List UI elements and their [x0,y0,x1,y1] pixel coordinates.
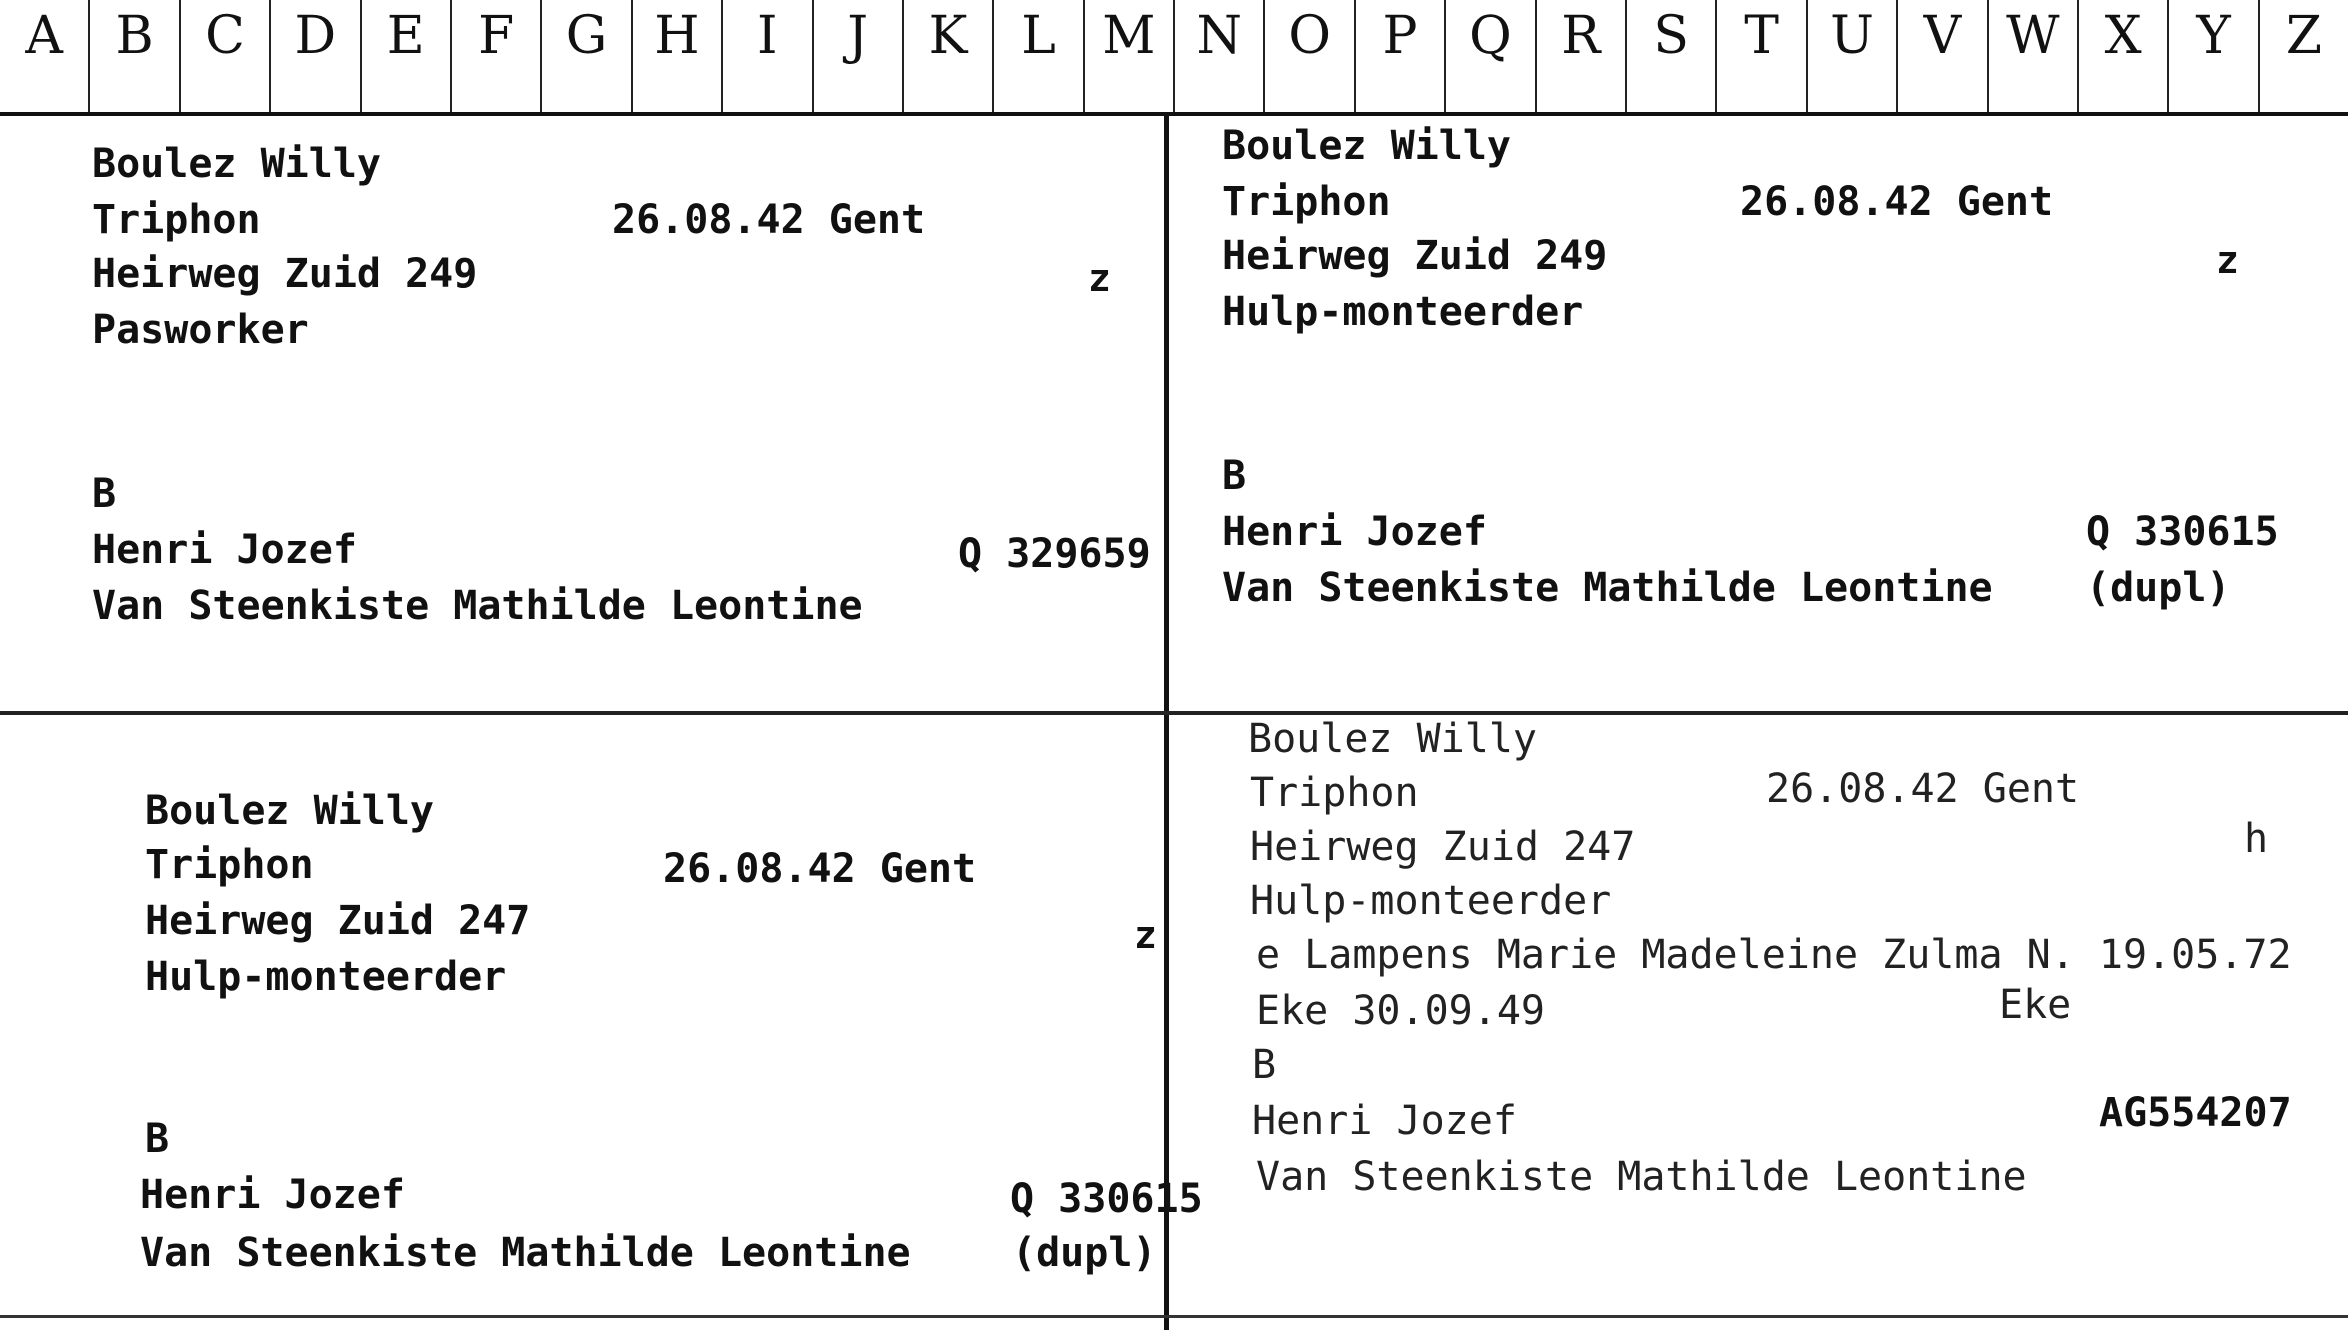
card-mother: Van Steenkiste Mathilde Leontine [92,583,863,629]
alpha-letter: C [181,0,271,112]
alpha-letter: N [1175,0,1265,112]
card-address: Heirweg Zuid 247 [145,898,531,944]
alpha-letter: Y [2169,0,2259,112]
card-given-names: Triphon [1250,770,1419,816]
card-note: (dupl) [1012,1230,1157,1276]
card-birth: 26.08.42 Gent [1766,766,2080,812]
record-card-top-left [0,116,1164,711]
card-father: Henri Jozef [140,1172,405,1218]
alpha-letter: E [362,0,452,112]
card-mother: Van Steenkiste Mathilde Leontine [1222,565,1993,611]
card-birth: 26.08.42 Gent [1740,179,2054,225]
card-occupation: Hulp-monteerder [1222,289,1584,335]
alpha-letter: X [2079,0,2169,112]
card-code: z [2216,238,2239,282]
alpha-letter: D [271,0,361,112]
record-card-bottom-left [0,715,1203,1315]
card-letter: B [1222,453,1247,499]
card-mother: Van Steenkiste Mathilde Leontine [140,1230,911,1276]
alpha-letter: R [1537,0,1627,112]
card-given-names: Triphon [92,197,261,243]
card-given-names: Triphon [1222,179,1391,225]
card-name: Boulez Willy [1248,716,1537,762]
card-code: z [1088,256,1111,300]
alpha-letter: G [542,0,632,112]
card-number: Q 329659 [958,531,1151,577]
record-card-top-right [1169,116,2348,711]
alpha-letter: U [1808,0,1898,112]
card-name: Boulez Willy [145,788,434,834]
alpha-letter: S [1627,0,1717,112]
card-marriage: Eke 30.09.49 [1256,988,1545,1034]
card-father: Henri Jozef [92,527,357,573]
card-birth: 26.08.42 Gent [612,197,926,243]
alpha-letter: I [723,0,813,112]
card-address: Heirweg Zuid 247 [1250,824,1636,870]
alpha-letter: Z [2285,6,2323,66]
card-name: Boulez Willy [1222,123,1511,169]
alpha-letter: L [994,0,1084,112]
alpha-letter: H [633,0,723,112]
alpha-letter: W [1989,0,2079,112]
alpha-letter: Q [1446,0,1536,112]
alpha-letter: O [1265,0,1355,112]
bottom-divider [0,1315,2348,1318]
card-letter: B [92,471,117,517]
card-occupation: Hulp-monteerder [145,954,507,1000]
alpha-letter: A [0,0,90,112]
card-father: Henri Jozef [1252,1098,1517,1144]
card-given-names: Triphon [145,842,314,888]
card-occupation: Pasworker [92,307,309,353]
card-spouse: e Lampens Marie Madeleine Zulma N. 19.05.72 [1256,932,2292,978]
card-number: AG554207 [2099,1090,2292,1136]
alphabet-index-strip [0,0,2348,116]
card-address: Heirweg Zuid 249 [92,251,478,297]
alpha-letter: B [90,0,180,112]
card-address: Heirweg Zuid 249 [1222,233,1608,279]
card-number: Q 330615 [1010,1176,1203,1222]
card-letter: B [1252,1042,1277,1088]
card-code: z [1134,913,1157,957]
card-father: Henri Jozef [1222,509,1487,555]
card-name: Boulez Willy [92,141,381,187]
card-code: h [2244,816,2269,862]
alpha-letter: J [814,0,904,112]
record-card-bottom-right [1169,715,2348,1315]
card-number: Q 330615 [2086,509,2279,555]
card-note: (dupl) [2086,565,2231,611]
alpha-letter: V [1898,0,1988,112]
card-mother: Van Steenkiste Mathilde Leontine [1256,1154,2027,1200]
card-occupation: Hulp-monteerder [1250,878,1612,924]
alpha-letter: K [904,0,994,112]
alpha-letter: M [1085,0,1175,112]
alpha-letter: T [1717,0,1807,112]
card-birth: 26.08.42 Gent [663,846,977,892]
card-letter: B [145,1116,170,1162]
alpha-letter: F [452,0,542,112]
card-marriage-place: Eke [1999,982,2072,1028]
alpha-letter: P [1356,0,1446,112]
